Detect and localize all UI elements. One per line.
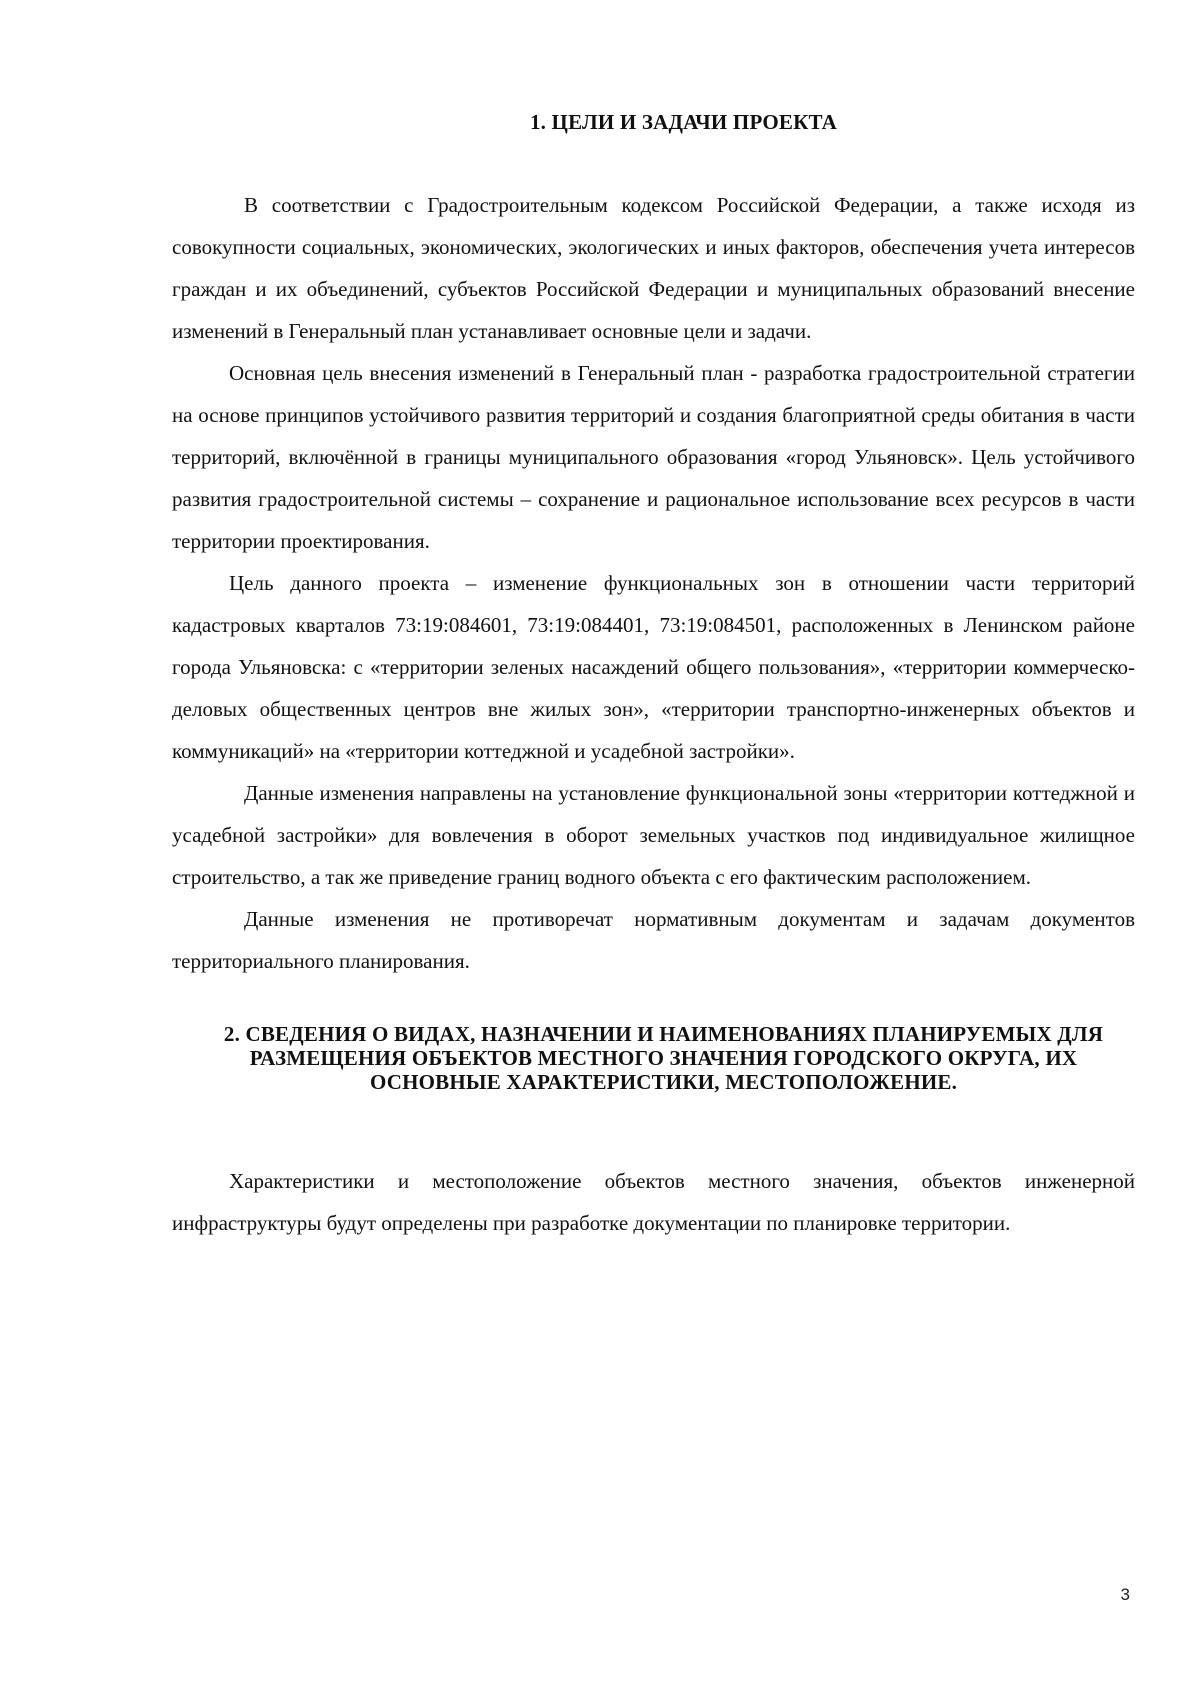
section-1-paragraph: Основная цель внесения изменений в Генеральный план - разработка градостроительной стратегии на основе принципов устойчивого развития территорий и создания благоприятной среды обитания в части территорий, включённой в границы муниципального образования «город Ульяновск». Цель устойчивого развития градостроительной системы – сохранение и рациональное использование всех ресурсов в части территории проектирования.: [172, 361, 1135, 553]
section-1-heading: 1. ЦЕЛИ И ЗАДАЧИ ПРОЕКТА: [529, 110, 838, 134]
section-1-paragraph: В соответствии с Градостроительным кодексом Российской Федерации, а также исходя из совокупности социальных, экономических, экологических и иных факторов, обеспечения учета интересов граждан и их объединений, субъектов Российской Федерации и муниципальных образований внесение изменений в Генеральный план устанавливает основные цели и задачи.: [172, 193, 1135, 343]
section-1-paragraph: Данные изменения не противоречат нормативным документам и задачам документов территориального планирования.: [172, 907, 1135, 973]
section-1-paragraph: Данные изменения направлены на установление функциональной зоны «территории коттеджной и усадебной застройки» для вовлечения в оборот земельных участков под индивидуальное жилищное строительство, а так же приведение границ водного объекта с его фактическим расположением.: [172, 781, 1135, 889]
section-2-heading: 2. СВЕДЕНИЯ О ВИДАХ, НАЗНАЧЕНИИ И НАИМЕНОВАНИЯХ ПЛАНИРУЕМЫХ ДЛЯ РАЗМЕЩЕНИЯ ОБЪЕКТОВ МЕСТНОГО ЗНАЧЕНИЯ ГОРОДСКОГО ОКРУГА, ИХ ОСНОВНЫЕ ХАРАКТЕРИСТИКИ, МЕСТОПОЛОЖЕНИЕ.: [223, 1022, 1104, 1094]
section-1-paragraph: Цель данного проекта – изменение функциональных зон в отношении части территорий кадастровых кварталов 73:19:084601, 73:19:084401, 73:19:084501, расположенных в Ленинском районе города Ульяновска: с «территории зеленых насаждений общего пользования», «территории коммерческо-деловых общественных центров вне жилых зон», «территории транспортно-инженерных объектов и коммуникаций» на «территории коттеджной и усадебной застройки».: [172, 571, 1135, 763]
page-content: [172, 110, 1135, 1244]
page-number: 3: [1120, 1585, 1130, 1604]
section-2-paragraph: Характеристики и местоположение объектов местного значения, объектов инженерной инфраструктуры будут определены при разработке документации по планировке территории.: [172, 1169, 1135, 1235]
